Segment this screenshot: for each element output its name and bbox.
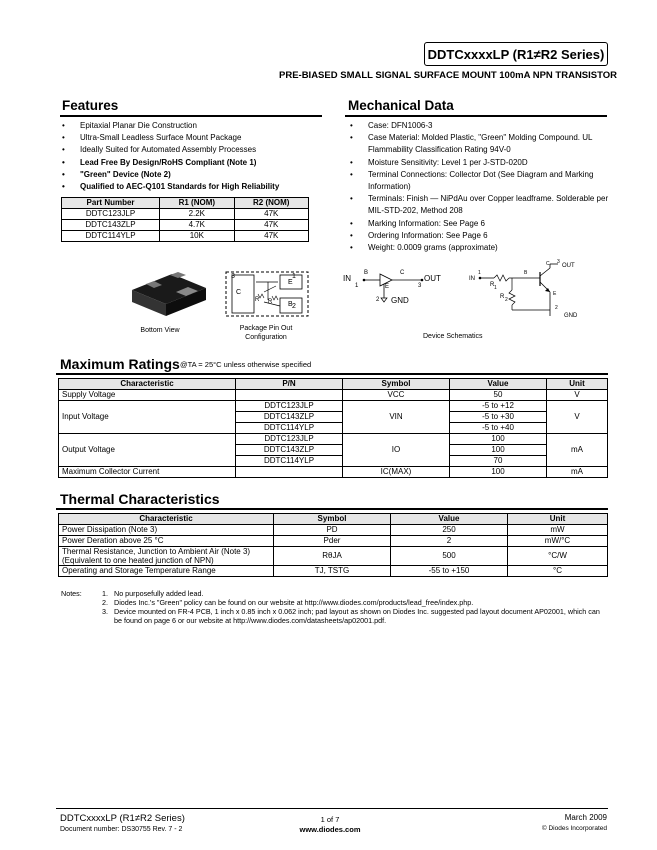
bottom-view-label: Bottom View (140, 327, 180, 334)
schematic-label: 1 (355, 283, 359, 289)
schematic-label: E (553, 291, 557, 297)
table-row (59, 525, 608, 536)
table-cell: Supply Voltage (59, 390, 236, 401)
table-cell: DDTC123JLP (236, 434, 343, 445)
table-row (59, 434, 608, 445)
table-header: P/N (236, 379, 343, 390)
device-schematics-label: Device Schematics (423, 333, 483, 340)
notes-label: Notes: (61, 589, 82, 598)
table-cell: DDTC114YLP (62, 231, 160, 242)
table-row (62, 231, 309, 242)
table-cell: IO (343, 434, 450, 467)
table-cell: 2.2K (160, 209, 234, 220)
mechanical-item: • Case: DFN1006-3 (346, 120, 611, 132)
schematic-label: B (364, 270, 369, 276)
table-cell: °C (508, 566, 608, 577)
table-cell: 4.7K (160, 220, 234, 231)
table-cell: 100 (450, 434, 547, 445)
table-cell: DDTC143ZLP (62, 220, 160, 231)
schematic-label: IN (343, 274, 351, 283)
table-row (59, 401, 608, 412)
table-cell: Operating and Storage Temperature Range (59, 566, 274, 577)
feature-item: • Ideally Suited for Automated Assembly Processes (58, 144, 326, 156)
table-cell (236, 390, 343, 401)
table-cell: -5 to +40 (450, 423, 547, 434)
table-cell: mA (547, 467, 608, 478)
schematic-label: 2 (376, 297, 380, 303)
features-list (58, 120, 326, 193)
schematic-label: IN (469, 276, 475, 282)
table-cell: VIN (343, 401, 450, 434)
schematic-label: OUT (424, 274, 441, 283)
mechanical-item: • Moisture Sensitivity: Level 1 per J-STD-020D (346, 157, 611, 169)
footer-part: DDTCxxxxLP (R1≠R2 Series) (60, 813, 185, 824)
feature-item: • "Green" Device (Note 2) (58, 169, 326, 181)
table-cell (59, 547, 274, 566)
table-cell: 47K (234, 231, 308, 242)
table-cell: 47K (234, 220, 308, 231)
document-title: DDTCxxxxLP (R1≠R2 Series) (427, 46, 605, 62)
table-row (59, 390, 608, 401)
schematic-label: 1 (478, 270, 481, 276)
table-cell-line: (Equivalent to one heated junction of NPN) (62, 556, 214, 565)
package-bottom-view-illustration (120, 262, 220, 322)
schematic-label: 2 (505, 297, 508, 303)
footer-date: March 2009 (564, 813, 607, 822)
table-header: Characteristic (59, 514, 274, 525)
document-subtitle: PRE-BIASED SMALL SIGNAL SURFACE MOUNT 100mA NPN TRANSISTOR (279, 70, 617, 81)
pin-label: C (236, 289, 242, 296)
thermal-heading: Thermal Characteristics (60, 491, 220, 507)
schematic-label: R (500, 294, 505, 300)
pin-label: B (288, 301, 293, 308)
feature-item: • Ultra-Small Leadless Surface Mount Package (58, 132, 326, 144)
table-row (59, 467, 608, 478)
table-row (62, 220, 309, 231)
schematic-label: 1 (494, 285, 497, 291)
schematic-label: C (546, 261, 550, 267)
table-cell: RθJA (274, 547, 391, 566)
table-cell: 50 (450, 390, 547, 401)
schematic-label: GND (564, 313, 578, 319)
note-number: 2. (102, 598, 108, 607)
pin-number: 2 (292, 303, 296, 310)
schematic-label: B (524, 270, 528, 276)
note-number: 1. (102, 589, 108, 598)
schematic-label: 2 (555, 305, 558, 311)
document-title-box (424, 42, 608, 66)
table-cell: Power Deration above 25 °C (59, 536, 274, 547)
table-cell: DDTC123JLP (236, 401, 343, 412)
pinout-label-line: Package Pin Out (239, 325, 293, 332)
table-cell: -5 to +30 (450, 412, 547, 423)
table-header: R2 (NOM) (234, 198, 308, 209)
max-ratings-table (58, 378, 608, 478)
table-cell (236, 467, 343, 478)
table-cell: DDTC143ZLP (236, 445, 343, 456)
footer-docnum: Document number: DS30755 Rev. 7 - 2 (60, 826, 183, 833)
table-cell: TJ, TSTG (274, 566, 391, 577)
table-cell: PD (274, 525, 391, 536)
thermal-table (58, 513, 608, 577)
table-cell: DDTC114YLP (236, 423, 343, 434)
table-cell: V (547, 401, 608, 434)
table-cell: mA (547, 434, 608, 467)
table-cell: mW (508, 525, 608, 536)
footer-rule (56, 808, 608, 809)
mechanical-list (346, 120, 611, 254)
table-cell: 500 (391, 547, 508, 566)
max-ratings-rule (56, 373, 608, 375)
features-rule (60, 115, 322, 117)
features-heading: Features (62, 98, 119, 113)
table-cell: DDTC114YLP (236, 456, 343, 467)
table-header: Unit (508, 514, 608, 525)
table-header: Unit (547, 379, 608, 390)
table-cell: Maximum Collector Current (59, 467, 236, 478)
table-cell: Pder (274, 536, 391, 547)
table-cell: VCC (343, 390, 450, 401)
feature-item: • Lead Free By Design/RoHS Compliant (Note 1) (58, 157, 326, 169)
table-cell: IC(MAX) (343, 467, 450, 478)
footer-page: 1 of 7 (320, 815, 340, 824)
table-header-row (62, 198, 309, 209)
table-cell: 70 (450, 456, 547, 467)
mechanical-heading: Mechanical Data (348, 98, 454, 113)
mechanical-item: • Terminals: Finish — NiPdAu over Copper leadframe. Solderable per MIL-STD-202, Method 208 (346, 193, 611, 217)
table-cell: Output Voltage (59, 434, 236, 467)
table-header: Characteristic (59, 379, 236, 390)
table-cell: DDTC123JLP (62, 209, 160, 220)
mechanical-item: • Terminal Connections: Collector Dot (See Diagram and Marking Information) (346, 169, 611, 193)
table-cell: 100 (450, 467, 547, 478)
pin-label: R (268, 299, 273, 305)
feature-item: • Epitaxial Planar Die Construction (58, 120, 326, 132)
table-header-row (59, 514, 608, 525)
table-row (59, 536, 608, 547)
table-cell: 2 (391, 536, 508, 547)
table-header-row (59, 379, 608, 390)
schematic-label: C (400, 270, 405, 276)
table-cell: Power Dissipation (Note 3) (59, 525, 274, 536)
table-cell: 100 (450, 445, 547, 456)
mechanical-item: • Ordering Information: See Page 6 (346, 230, 611, 242)
thermal-rule (56, 508, 608, 510)
table-cell: -55 to +150 (391, 566, 508, 577)
mechanical-rule (345, 115, 607, 117)
table-cell: 10K (160, 231, 234, 242)
note-text: No purposefully added lead. (114, 589, 204, 598)
mechanical-item: • Marking Information: See Page 6 (346, 218, 611, 230)
schematic-label: E (385, 284, 390, 290)
table-cell: 250 (391, 525, 508, 536)
max-ratings-heading: Maximum Ratings (60, 356, 180, 372)
mechanical-item: • Weight: 0.0009 grams (approximate) (346, 242, 611, 254)
pin-number: 3 (231, 273, 235, 280)
pinout-label (226, 324, 306, 342)
table-header: Value (391, 514, 508, 525)
footer-copyright: © Diodes Incorporated (541, 825, 607, 832)
table-cell: -5 to +12 (450, 401, 547, 412)
note-text: Diodes Inc.'s "Green" policy can be found on our website at http://www.diodes.com/products/lead_free/index.php. (114, 598, 474, 607)
table-cell: mW/°C (508, 536, 608, 547)
table-row (59, 547, 608, 566)
table-cell: V (547, 390, 608, 401)
table-cell: Input Voltage (59, 401, 236, 434)
table-cell: 47K (234, 209, 308, 220)
schematic-label: 3 (418, 283, 422, 289)
table-row (59, 566, 608, 577)
table-header: Symbol (343, 379, 450, 390)
pin-label: E (288, 279, 293, 286)
schematic-label: 3 (557, 259, 560, 265)
table-header: Value (450, 379, 547, 390)
mechanical-item: • Case Material: Molded Plastic, "Green" Molding Compound. UL Flammability Classification Rating 94V-0 (346, 132, 611, 156)
max-ratings-condition: @TA = 25°C unless otherwise specified (180, 360, 312, 369)
schematic-label: R (490, 282, 495, 288)
note-number: 3. (102, 607, 108, 616)
table-header: Symbol (274, 514, 391, 525)
table-row (62, 209, 309, 220)
table-cell-line: Thermal Resistance, Junction to Ambient Air (Note 3) (62, 547, 251, 556)
note-text: Device mounted on FR-4 PCB, 1 inch x 0.85 inch x 0.062 inch; pad layout as shown on Diodes Inc. suggested pad layout document AP02001, which can be found on page 6 or our website at http://www.diodes.com/datasheets/ap02001.pdf. (114, 607, 600, 625)
pinout-label-line: Configuration (245, 334, 287, 341)
table-header: R1 (NOM) (160, 198, 234, 209)
footer-url-link[interactable]: www.diodes.com (299, 825, 361, 834)
schematic-label: GND (391, 296, 409, 305)
table-header: Part Number (62, 198, 160, 209)
table-cell: DDTC143ZLP (236, 412, 343, 423)
pin-label: R (255, 297, 260, 303)
table-cell: °C/W (508, 547, 608, 566)
pin-number: 1 (292, 273, 296, 280)
schematic-label: OUT (562, 263, 575, 269)
part-table (61, 197, 309, 242)
feature-item: • Qualified to AEC-Q101 Standards for High Reliability (58, 181, 326, 193)
